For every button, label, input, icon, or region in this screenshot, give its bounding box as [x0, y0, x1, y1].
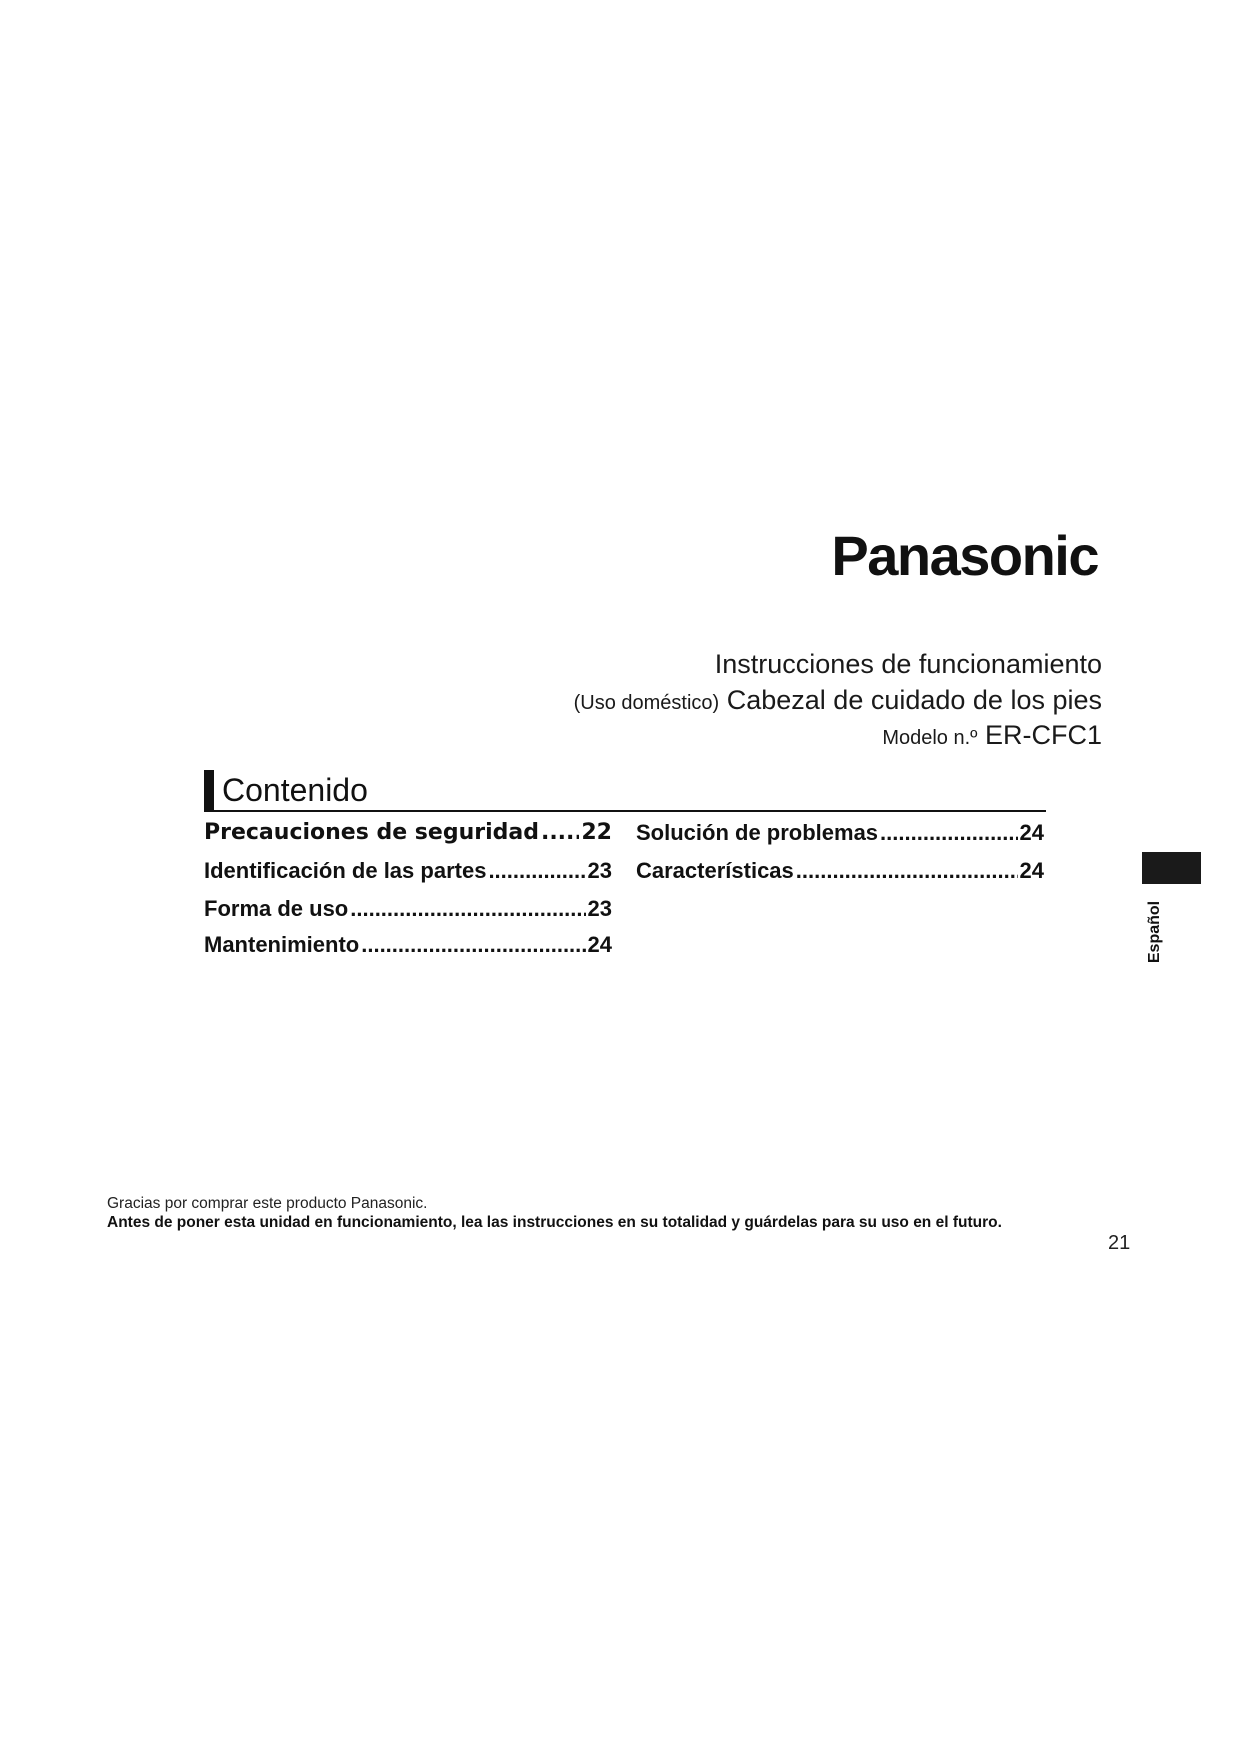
model-number: ER-CFC1: [984, 720, 1102, 750]
toc-item-forma-de-uso[interactable]: [204, 896, 612, 922]
toc-leader: [350, 896, 585, 922]
toc-leader: [361, 932, 585, 958]
page-number: 21: [1108, 1232, 1131, 1254]
toc-leader: [796, 858, 1018, 884]
toc-item-mantenimiento[interactable]: [204, 932, 612, 958]
toc-page: 23: [587, 858, 612, 883]
toc-label: Características: [636, 858, 794, 883]
product-line: [574, 685, 1102, 716]
model-label: Modelo n.º: [882, 727, 978, 749]
document-title: Instrucciones de funcionamiento: [714, 649, 1102, 679]
model-line: [882, 720, 1102, 751]
read-instructions-warning: Antes de poner esta unidad en funcionamiento, lea las instrucciones en su totalidad y guárdelas para su uso en el futuro.: [107, 1214, 1002, 1231]
product-name: Cabezal de cuidado de los pies: [726, 685, 1102, 715]
toc-page: 23: [587, 896, 612, 921]
toc-label: Identificación de las partes: [204, 858, 487, 883]
toc-leader: [880, 820, 1017, 846]
language-label: Español: [1146, 900, 1163, 964]
toc-leader: [488, 858, 585, 884]
toc-item-caracteristicas[interactable]: [636, 858, 1044, 884]
contents-heading: [204, 770, 1046, 812]
toc-page: 24: [587, 932, 612, 957]
toc-item-solucion-de-problemas[interactable]: [636, 820, 1044, 846]
contents-title: Contenido: [222, 772, 368, 808]
toc-page: 22: [581, 820, 612, 845]
heading-bar: [204, 770, 214, 810]
toc-item-identificacion[interactable]: [204, 858, 612, 884]
toc-leader: [541, 820, 579, 845]
panasonic-logo: Panasonic: [831, 524, 1098, 587]
language-tab: [1142, 852, 1201, 884]
toc-label: Forma de uso: [204, 896, 349, 921]
toc-item-precauciones[interactable]: [204, 820, 612, 845]
use-note: (Uso doméstico): [573, 692, 720, 714]
toc-page: 24: [1019, 858, 1044, 883]
toc-label: Mantenimiento: [204, 932, 360, 957]
toc-label: Solución de problemas: [636, 820, 879, 845]
toc-label: Precauciones de seguridad: [204, 820, 539, 845]
toc-page: 24: [1019, 820, 1044, 845]
thanks-note: Gracias por comprar este producto Panasonic.: [107, 1195, 428, 1212]
